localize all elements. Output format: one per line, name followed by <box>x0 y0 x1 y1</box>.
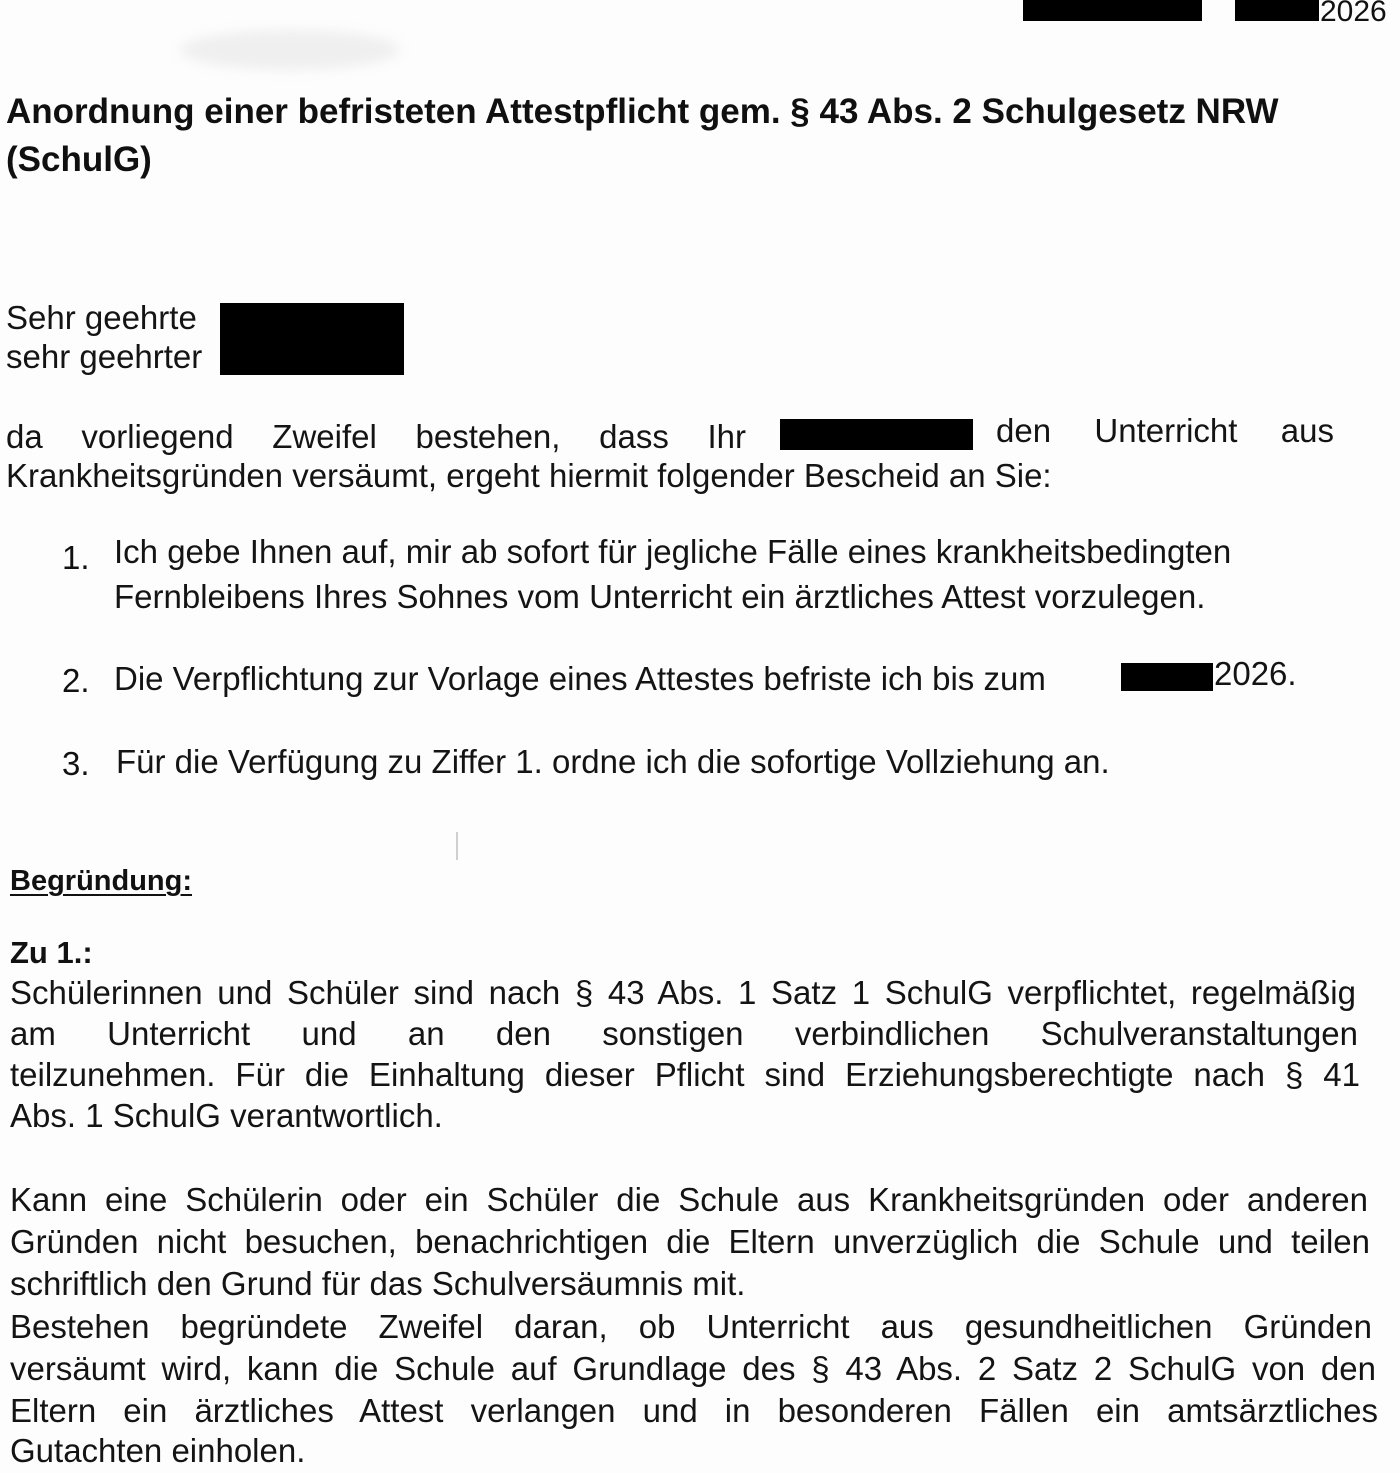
salutation-line-1: Sehr geehrte <box>6 299 197 336</box>
paragraph-line: Kann eine Schülerin oder ein Schüler die Schule aus Krankheitsgründen oder anderen <box>10 1181 1368 1218</box>
paragraph-line: teilzunehmen. Für die Einhaltung dieser Pflicht sind Erziehungsberechtigte nach § 41 <box>10 1056 1360 1093</box>
list-item-date-year: 2026. <box>1214 655 1297 692</box>
paragraph-line: am Unterricht und an den sonstigen verbindlichen Schulveranstaltungen <box>10 1015 1358 1052</box>
paragraph-line: Abs. 1 SchulG verantwortlich. <box>10 1097 443 1134</box>
scan-mark <box>456 832 458 860</box>
paragraph-line: Schülerinnen und Schüler sind nach § 43 Abs. 1 Satz 1 SchulG verpflichtet, regelmäßig <box>10 974 1356 1011</box>
scan-smudge <box>180 30 400 70</box>
list-item-number: 1. <box>62 539 90 576</box>
redacted-recipient-name <box>220 303 404 375</box>
list-item-text: Für die Verfügung zu Ziffer 1. ordne ich die sofortige Vollziehung an. <box>116 743 1110 780</box>
section-heading-reasoning: Begründung: <box>10 865 193 897</box>
intro-line-2: Krankheitsgründen versäumt, ergeht hiermit folgender Bescheid an Sie: <box>6 457 1052 494</box>
paragraph-line: Gutachten einholen. <box>10 1432 306 1469</box>
subheading-zu-1: Zu 1.: <box>10 935 93 970</box>
document-title: Anordnung einer befristeten Attestpflicht gem. § 43 Abs. 2 Schulgesetz NRW (SchulG) <box>6 92 1279 179</box>
paragraph-line: versäumt wird, kann die Schule auf Grundlage des § 43 Abs. 2 Satz 2 SchulG von den <box>10 1350 1376 1387</box>
intro-line-1-part-2: den Unterricht aus <box>996 412 1334 449</box>
list-item-number: 3. <box>62 745 90 782</box>
list-item-text-line: Ich gebe Ihnen auf, mir ab sofort für jegliche Fälle eines krankheitsbedingten <box>114 533 1232 570</box>
paragraph-line: schriftlich den Grund für das Schulversäumnis mit. <box>10 1265 746 1302</box>
redacted-date-part-1 <box>1023 0 1202 21</box>
redacted-child-name <box>780 419 973 450</box>
salutation-line-2: sehr geehrter <box>6 338 203 375</box>
list-item-number: 2. <box>62 662 90 699</box>
intro-line-1-part-1: da vorliegend Zweifel bestehen, dass Ihr <box>6 418 746 455</box>
list-item-text: Die Verpflichtung zur Vorlage eines Attestes befriste ich bis zum <box>114 660 1046 697</box>
paragraph-line: Gründen nicht besuchen, benachrichtigen die Eltern unverzüglich die Schule und teilen <box>10 1223 1370 1260</box>
paragraph-line: Bestehen begründete Zweifel daran, ob Unterricht aus gesundheitlichen Gründen <box>10 1308 1372 1345</box>
header-date-year: 2026 <box>1320 0 1387 28</box>
paragraph-line: Eltern ein ärztliches Attest verlangen und in besonderen Fällen ein amtsärztliches <box>10 1392 1378 1429</box>
list-item-text-line: Fernbleibens Ihres Sohnes vom Unterricht ein ärztliches Attest vorzulegen. <box>114 578 1206 615</box>
redacted-date-part-2 <box>1235 0 1319 21</box>
redacted-deadline-date <box>1121 663 1213 691</box>
